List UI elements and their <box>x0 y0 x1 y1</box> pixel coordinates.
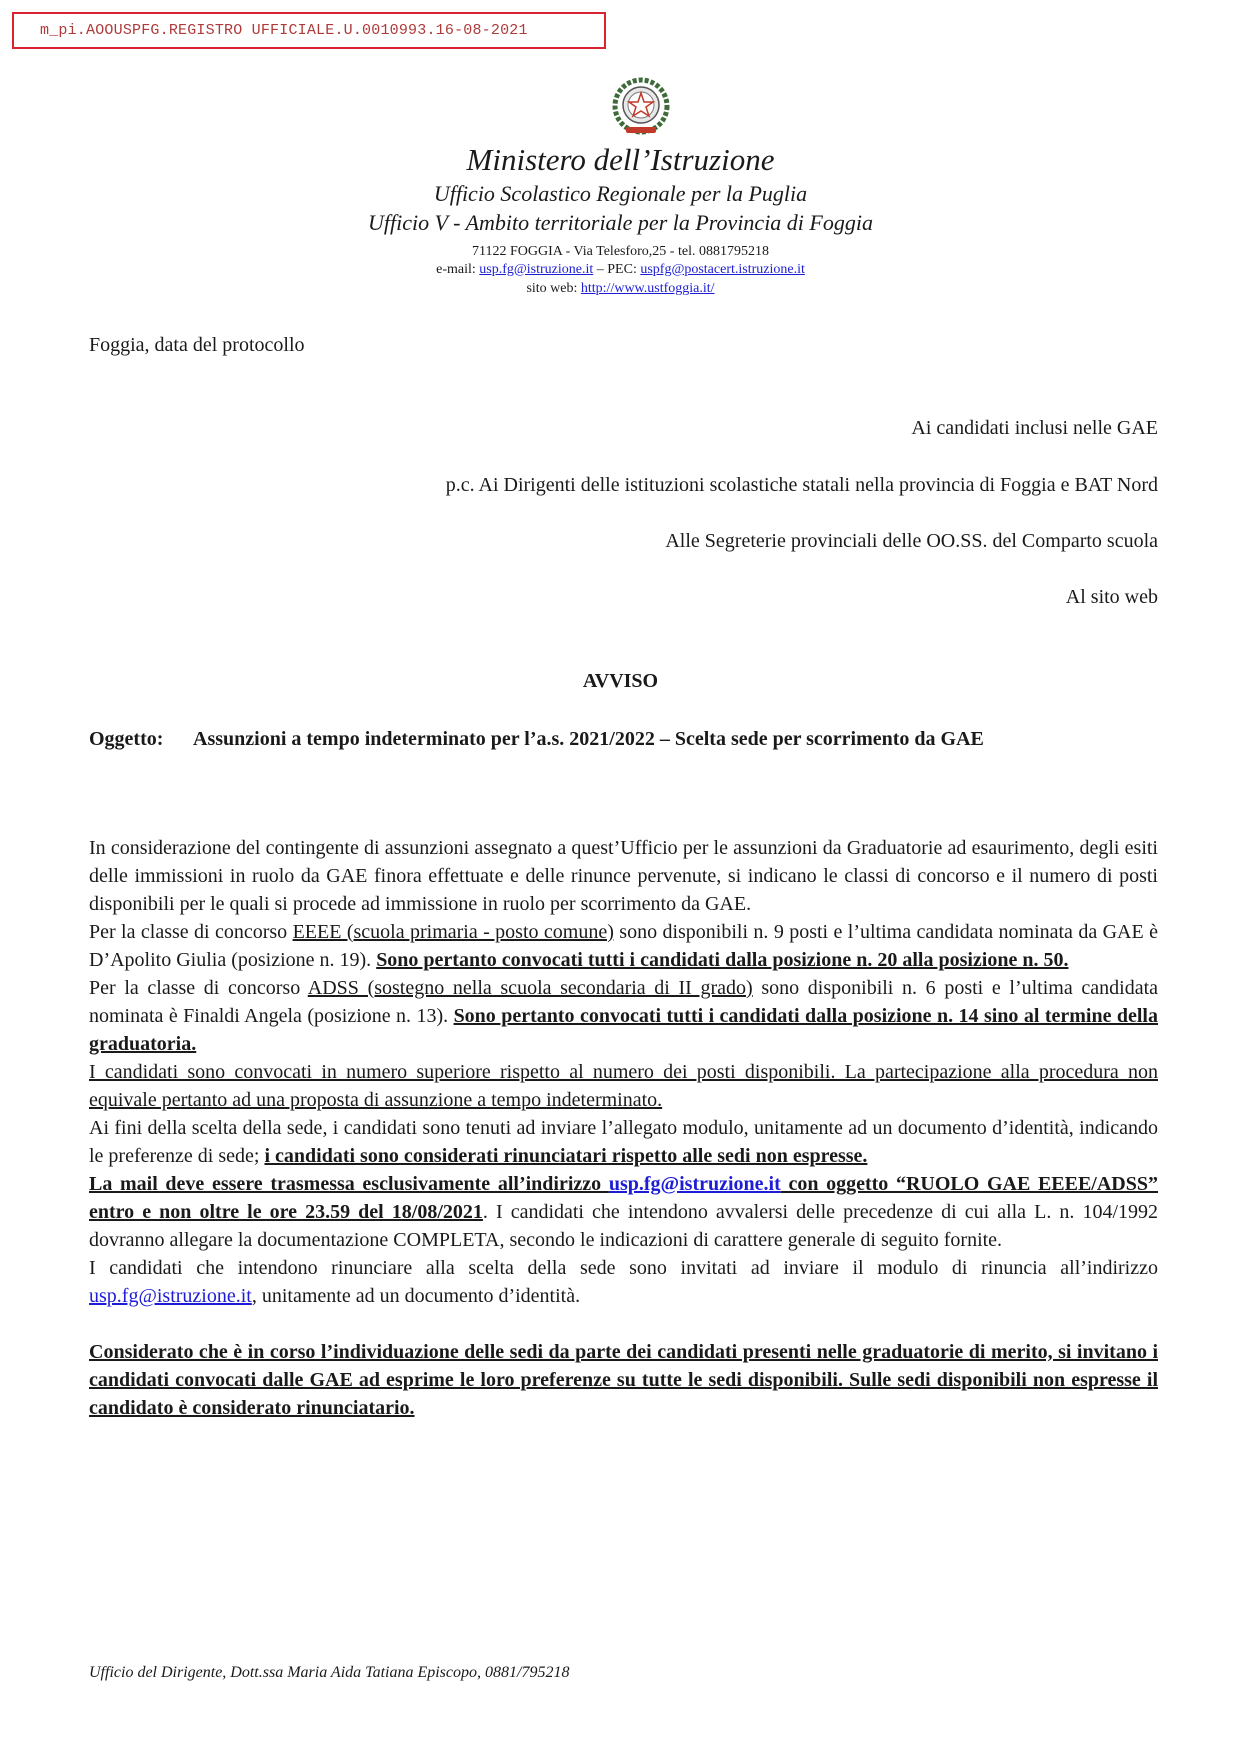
eeee-class: EEEE (scuola primaria - posto comune) <box>292 921 614 943</box>
email-label: e-mail: <box>436 262 480 277</box>
paragraph-eeee <box>89 918 1158 974</box>
office-address: 71122 FOGGIA - Via Telesforo,25 - tel. 0881795218 <box>472 244 769 259</box>
deadline-email-link[interactable]: usp.fg@istruzione.it <box>608 1173 781 1195</box>
office-website <box>0 281 1241 297</box>
paragraph-instructions <box>89 1114 1158 1170</box>
paragraph-final-note: Considerato che è in corso l’individuazione delle sedi da parte dei candidati presenti nelle graduatorie di merito, si invitano i candidati convocati dalle GAE ad esprime le loro preferenze su tutte le sedi disponibili. Sulle sedi disponibili non espresse il candidato è considerato rinunciatario. <box>89 1341 1158 1419</box>
website-link[interactable]: http://www.ustfoggia.it/ <box>580 281 715 296</box>
recipient-school-heads: p.c. Ai Dirigenti delle istituzioni scolastiche statali nella provincia di Foggia e BAT Nord <box>445 474 1158 496</box>
adss-convocation: Sono pertanto convocati tutti i candidati dalla posizione n. 14 sino al termine della graduatoria. <box>89 1005 1158 1055</box>
office-contacts <box>0 262 1241 278</box>
local-office: Ufficio V - Ambito territoriale per la Provincia di Foggia <box>368 210 873 235</box>
ministry-title: Ministero dell’Istruzione <box>466 142 775 177</box>
eeee-details: sono disponibili n. 9 posti e l’ultima candidata nominata da GAE è D’Apolito Giulia (posizione n. 19). <box>89 921 1158 971</box>
recipient-candidates: Ai candidati inclusi nelle GAE <box>911 417 1158 439</box>
adss-details: sono disponibili n. 6 posti e l’ultima candidata nominata è Finaldi Angela (posizione n. 13). <box>89 977 1158 1027</box>
adss-prefix: Per la classe di concorso <box>89 977 308 999</box>
pec-link[interactable]: uspfg@postacert.istruzione.it <box>640 262 805 277</box>
italian-republic-emblem-icon <box>610 76 672 136</box>
eeee-convocation: Sono pertanto convocati tutti i candidati dalla posizione n. 20 alla posizione n. 50. <box>376 949 1069 971</box>
subject-label: Oggetto: <box>89 728 164 750</box>
renounce-text-a: I candidati che intendono rinunciare alla scelta della sede sono invitati ad inviare il modulo di rinuncia all’indirizzo <box>89 1257 1158 1279</box>
notice-body <box>89 834 1158 1422</box>
notice-title: AVVISO <box>582 670 659 692</box>
deadline-rest: . I candidati che intendono avvalersi delle precedenze di cui alla L. n. 104/1992 dovranno allegare la documentazione COMPLETA, secondo le indicazioni di carattere generale di seguito fornite. <box>89 1201 1159 1251</box>
regional-office: Ufficio Scolastico Regionale per la Puglia <box>433 181 808 206</box>
renounce-email-link[interactable]: usp.fg@istruzione.it <box>89 1285 252 1307</box>
paragraph-disclaimer: I candidati sono convocati in numero superiore rispetto al numero dei posti disponibili. La partecipazione alla procedura non equivale pertanto ad una proposta di assunzione a tempo indeterminato. <box>89 1061 1158 1111</box>
deadline-text-b: con oggetto “RUOLO GAE EEEE/ADSS” entro e non oltre le ore 23.59 del 18/08/2021 <box>89 1173 1159 1223</box>
eeee-prefix: Per la classe di concorso <box>89 921 293 943</box>
subject-line <box>89 726 1158 753</box>
recipient-website: Al sito web <box>1065 586 1158 608</box>
paragraph-intro: In considerazione del contingente di assunzioni assegnato a quest’Ufficio per le assunzioni da Graduatorie ad esaurimento, degli esiti delle immissioni in ruolo da GAE finora effettuate e delle rinunce pervenute, si indicano le classi di concorso e il numero di posti disponibili per le quali si procede ad immissione in ruolo per scorrimento da GAE. <box>89 837 1158 915</box>
footer-signature: Ufficio del Dirigente, Dott.ssa Maria Aida Tatiana Episcopo, 0881/795218 <box>89 1664 570 1681</box>
web-label: sito web: <box>526 281 581 296</box>
renounce-text-b: , unitamente ad un documento d’identità. <box>251 1285 581 1307</box>
paragraph-spacer <box>89 1310 1158 1338</box>
paragraph-renounce <box>89 1254 1158 1310</box>
deadline-text-a: La mail deve essere trasmessa esclusivamente all’indirizzo <box>89 1173 609 1195</box>
paragraph-email-deadline <box>89 1170 1158 1254</box>
protocol-stamp: m_pi.AOOUSPFG.REGISTRO UFFICIALE.U.0010993.16-08-2021 <box>12 12 606 49</box>
instructions-warning: i candidati sono considerati rinunciatari rispetto alle sedi non espresse. <box>264 1145 868 1167</box>
email-link[interactable]: usp.fg@istruzione.it <box>479 262 594 277</box>
instructions-text: Ai fini della scelta della sede, i candidati sono tenuti ad inviare l’allegato modulo, unitamente ad un documento d’identità, indicando le preferenze di sede; <box>89 1117 1158 1167</box>
paragraph-adss <box>89 974 1158 1058</box>
adss-class: ADSS (sostegno nella scuola secondaria di II grado) <box>307 977 753 999</box>
date-line: Foggia, data del protocollo <box>89 334 305 356</box>
recipient-unions: Alle Segreterie provinciali delle OO.SS. del Comparto scuola <box>665 530 1158 552</box>
pec-label: – PEC: <box>593 262 641 277</box>
subject-text: Assunzioni a tempo indeterminato per l’a.s. 2021/2022 – Scelta sede per scorrimento da GAE <box>193 728 984 750</box>
